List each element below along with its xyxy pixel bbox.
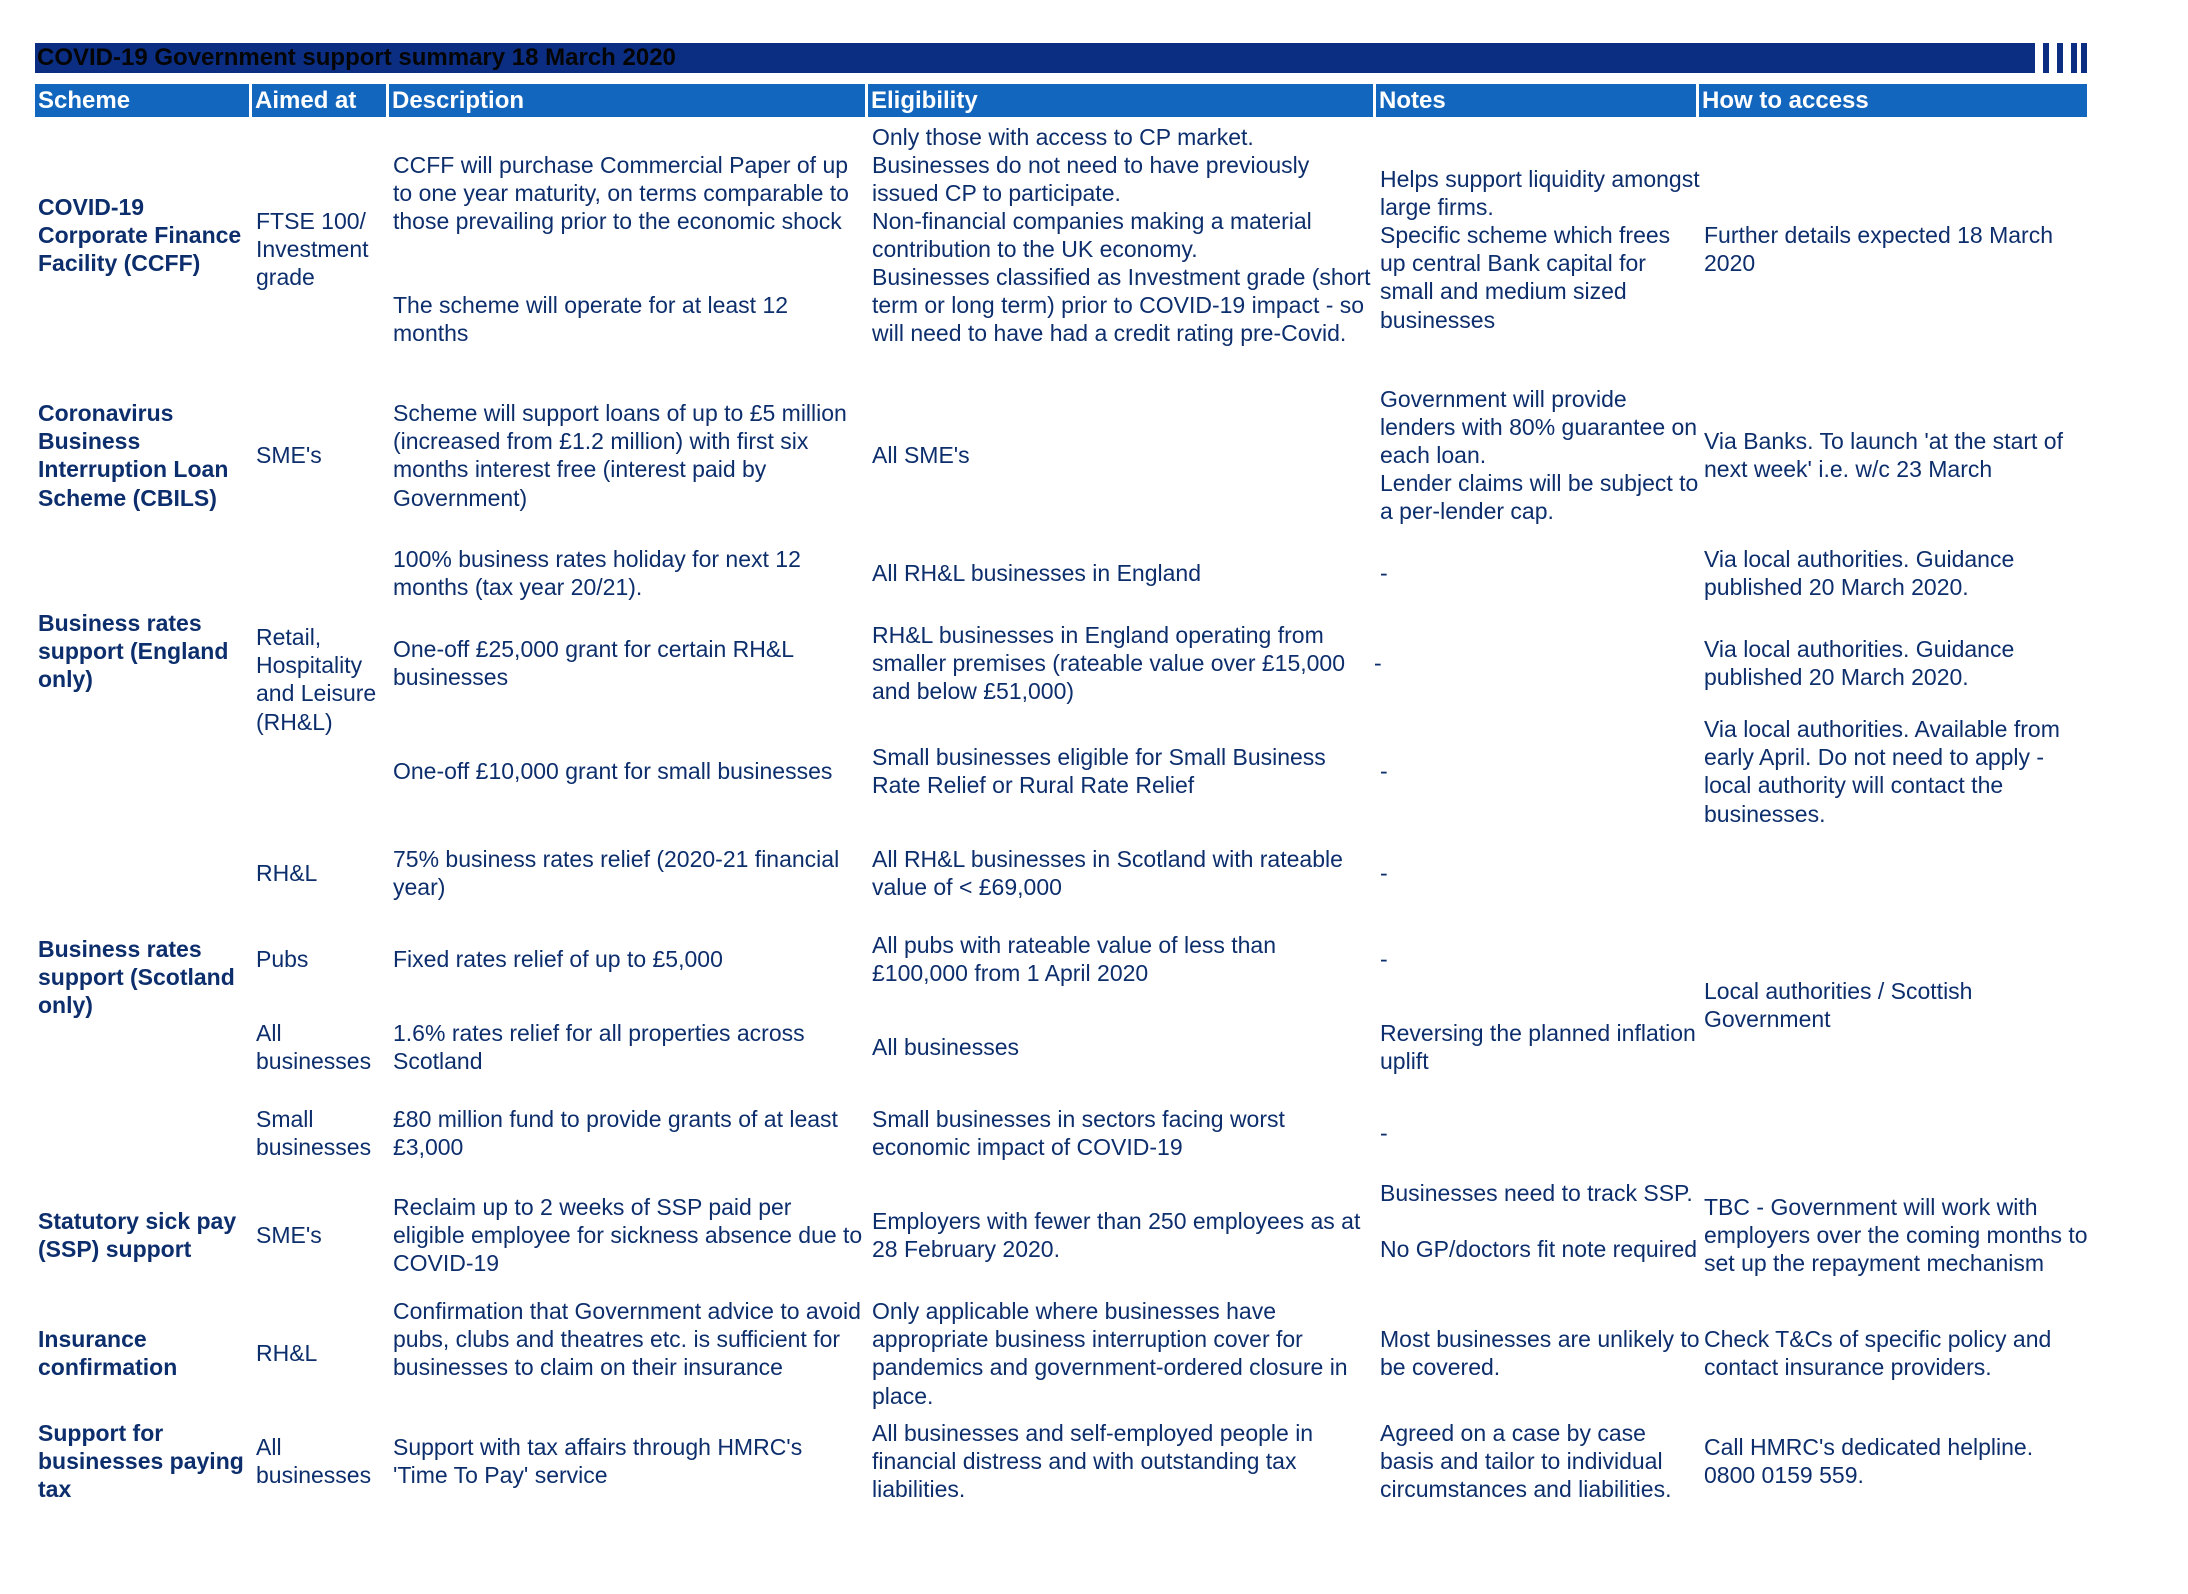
how-england-3: Via local authorities. Available from early April. Do not need to apply - local authority will contact the businesses. — [1704, 716, 2060, 827]
notes-ccff-2: Specific scheme which frees up central Bank capital for small and medium sized businesses — [1380, 222, 1671, 333]
eligibility-scotland-2: All pubs with rateable value of less than £100,000 from 1 April 2020 — [872, 932, 1277, 987]
title-bar-gap — [2077, 43, 2081, 73]
description-ccff-2: The scheme will operate for at least 12 months — [393, 292, 789, 347]
header-eligibility: Eligibility — [868, 84, 1373, 117]
description-england-1: 100% business rates holiday for next 12 months (tax year 20/21). — [393, 546, 801, 601]
scheme-ccff: COVID-19 Corporate Finance Facility (CCFF) — [38, 194, 242, 277]
eligibility-ccff-2: Businesses do not need to have previously issued CP to participate. — [872, 152, 1310, 207]
notes-ssp-1: Businesses need to track SSP. — [1380, 1180, 1693, 1206]
description-england-3: One-off £10,000 grant for small businesses — [393, 758, 833, 784]
how-insurance: Check T&Cs of specific policy and contact insurance providers. — [1704, 1326, 2052, 1381]
notes-scotland-4: - — [1380, 1120, 1388, 1146]
how-cbils: Via Banks. To launch 'at the start of next week' i.e. w/c 23 March — [1704, 428, 2063, 483]
notes-tax: Agreed on a case by case basis and tailor to individual circumstances and liabilities. — [1380, 1420, 1672, 1503]
scheme-england: Business rates support (England only) — [38, 610, 229, 693]
title-bar-gap — [2035, 43, 2043, 73]
eligibility-tax: All businesses and self-employed people in financial distress and with outstanding tax liabilities. — [872, 1420, 1314, 1503]
description-tax: Support with tax affairs through HMRC's 'Time To Pay' service — [393, 1434, 803, 1489]
notes-england-3: - — [1380, 758, 1388, 784]
description-scotland-4: £80 million fund to provide grants of at least £3,000 — [393, 1106, 838, 1161]
aimed-at-tax: All businesses — [256, 1434, 372, 1489]
eligibility-scotland-1: All RH&L businesses in Scotland with rateable value of < £69,000 — [872, 846, 1343, 901]
page-title: COVID-19 Government support summary 18 March 2020 — [37, 44, 676, 71]
aimed-at-cbils: SME's — [256, 442, 322, 468]
eligibility-ccff-4: Businesses classified as Investment grade (short term or long term) prior to COVID-19 impact - so will need to have had a credit rating pre-Covid. — [872, 264, 1371, 347]
how-tax-2: 0800 0159 559. — [1704, 1462, 1864, 1488]
scheme-insurance: Insurance confirmation — [38, 1326, 178, 1381]
scheme-tax: Support for businesses paying tax — [38, 1420, 244, 1503]
aimed-at-ccff: FTSE 100/ Investment grade — [256, 208, 369, 291]
aimed-at-england: Retail, Hospitality and Leisure (RH&L) — [256, 624, 377, 735]
eligibility-england-1: All RH&L businesses in England — [872, 560, 1201, 586]
how-scotland: Local authorities / Scottish Government — [1704, 978, 1973, 1033]
header-how-to-access: How to access — [1699, 84, 2087, 117]
how-england-1: Via local authorities. Guidance published 20 March 2020. — [1704, 546, 2015, 601]
aimed-at-scotland-1: RH&L — [256, 860, 318, 886]
eligibility-england-3: Small businesses eligible for Small Business Rate Relief or Rural Rate Relief — [872, 744, 1326, 799]
title-bar-gap — [2049, 43, 2057, 73]
notes-scotland-3: Reversing the planned inflation uplift — [1380, 1020, 1696, 1075]
description-ssp: Reclaim up to 2 weeks of SSP paid per eligible employee for sickness absence due to COVID-19 — [393, 1194, 863, 1277]
notes-insurance: Most businesses are unlikely to be covered. — [1380, 1326, 1700, 1381]
title-bar-gap — [2063, 43, 2071, 73]
aimed-at-scotland-2: Pubs — [256, 946, 309, 972]
description-scotland-3: 1.6% rates relief for all properties across Scotland — [393, 1020, 805, 1075]
eligibility-scotland-3: All businesses — [872, 1034, 1020, 1060]
how-ssp: TBC - Government will work with employers over the coming months to set up the repayment mechanism — [1704, 1194, 2088, 1277]
description-cbils: Scheme will support loans of up to £5 million (increased from £1.2 million) with first six months interest free (interest paid by Government) — [393, 400, 847, 511]
notes-scotland-2: - — [1380, 946, 1388, 972]
header-scheme: Scheme — [35, 84, 249, 117]
aimed-at-scotland-3: All businesses — [256, 1020, 372, 1075]
notes-england-2: - — [1374, 650, 1382, 676]
scheme-scotland: Business rates support (Scotland only) — [38, 936, 235, 1019]
title-bar — [35, 43, 2087, 73]
header-description: Description — [389, 84, 865, 117]
description-scotland-1: 75% business rates relief (2020-21 financial year) — [393, 846, 840, 901]
scheme-ssp: Statutory sick pay (SSP) support — [38, 1208, 237, 1263]
notes-ccff-1: Helps support liquidity amongst large firms. — [1380, 166, 1700, 221]
eligibility-insurance: Only applicable where businesses have appropriate business interruption cover for pandemics and government-ordered closure in place. — [872, 1298, 1348, 1409]
notes-cbils-1: Government will provide lenders with 80% guarantee on each loan. — [1380, 386, 1698, 469]
eligibility-ccff-3: Non-financial companies making a material contribution to the UK economy. — [872, 208, 1312, 263]
how-tax-1: Call HMRC's dedicated helpline. — [1704, 1434, 2034, 1460]
header-aimed-at: Aimed at — [252, 84, 386, 117]
description-insurance: Confirmation that Government advice to avoid pubs, clubs and theatres etc. is sufficient for businesses to claim on their insurance — [393, 1298, 861, 1381]
aimed-at-scotland-4: Small businesses — [256, 1106, 372, 1161]
how-england-2: Via local authorities. Guidance published 20 March 2020. — [1704, 636, 2015, 691]
how-ccff: Further details expected 18 March 2020 — [1704, 222, 2054, 277]
scheme-cbils: Coronavirus Business Interruption Loan Scheme (CBILS) — [38, 400, 229, 511]
eligibility-ssp: Employers with fewer than 250 employees as at 28 February 2020. — [872, 1208, 1361, 1263]
notes-england-1: - — [1380, 560, 1388, 586]
header-notes: Notes — [1376, 84, 1696, 117]
eligibility-ccff-1: Only those with access to CP market. — [872, 124, 1254, 150]
eligibility-england-2: RH&L businesses in England operating from smaller premises (rateable value over £15,000 and below £51,000) — [872, 622, 1346, 705]
description-england-2: One-off £25,000 grant for certain RH&L businesses — [393, 636, 794, 691]
aimed-at-ssp: SME's — [256, 1222, 322, 1248]
eligibility-scotland-4: Small businesses in sectors facing worst economic impact of COVID-19 — [872, 1106, 1285, 1161]
notes-ssp-2: No GP/doctors fit note required — [1380, 1236, 1698, 1262]
notes-scotland-1: - — [1380, 860, 1388, 886]
description-scotland-2: Fixed rates relief of up to £5,000 — [393, 946, 723, 972]
eligibility-cbils: All SME's — [872, 442, 970, 468]
aimed-at-insurance: RH&L — [256, 1340, 318, 1366]
description-ccff-1: CCFF will purchase Commercial Paper of up to one year maturity, on terms comparable to those prevailing prior to the economic shock — [393, 152, 849, 235]
notes-cbils-2: Lender claims will be subject to a per-lender cap. — [1380, 470, 1699, 525]
